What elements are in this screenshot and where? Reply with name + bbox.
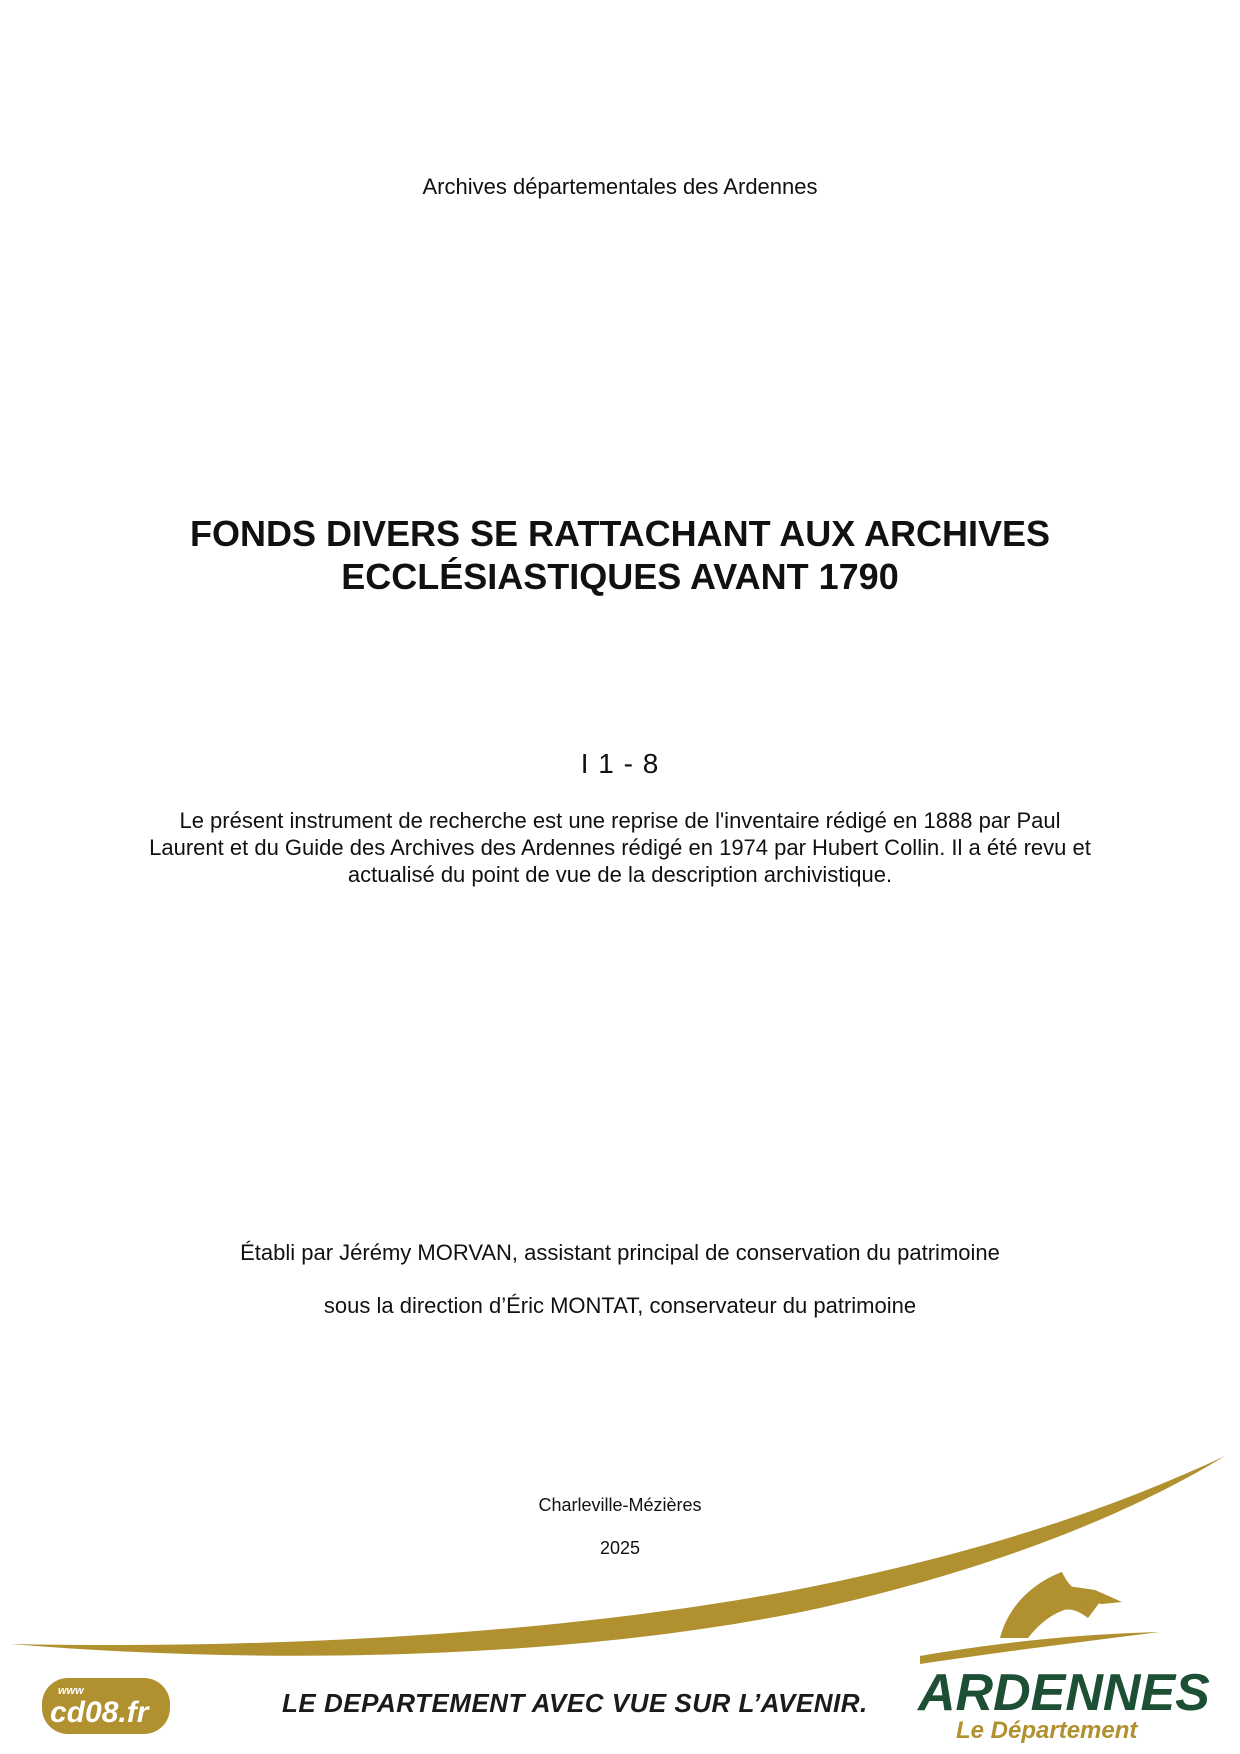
mountain-icon <box>1000 1572 1100 1638</box>
logo-swoosh-icon <box>920 1632 1160 1664</box>
publication-year: 2025 <box>599 1538 641 1558</box>
footer-slogan: LE DEPARTEMENT AVEC VUE SUR L’AVENIR. <box>282 1688 868 1718</box>
cd08-logo-text: cd08.fr <box>50 1696 149 1729</box>
description-paragraph: Le présent instrument de recherche est une reprise de l'inventaire rédigé en 1888 par Paul Laurent et du Guide des Archives des Ardennes rédigé en 1974 par Hubert Collin. Il a été revu et actualisé du point de vue de la description archivistique. <box>149 808 1091 887</box>
ardennes-logo-name: ARDENNES <box>918 1664 1210 1722</box>
institution-name: Archives départementales des Ardennes <box>422 174 818 199</box>
document-title <box>0 512 1240 598</box>
document-title-line-2: ECCLÉSIASTIQUES AVANT 1790 <box>341 556 899 597</box>
author-credit: Établi par Jérémy MORVAN, assistant principal de conservation du patrimoine <box>240 1240 1000 1265</box>
archive-reference: I 1 - 8 <box>580 748 660 779</box>
cd08-logo-prefix: www <box>58 1685 84 1697</box>
direction-credit: sous la direction d’Éric MONTAT, conservateur du patrimoine <box>323 1293 917 1318</box>
ardennes-logo-subtitle: Le Département <box>956 1717 1138 1744</box>
publication-place: Charleville-Mézières <box>538 1495 702 1515</box>
cd08-logo <box>40 1672 172 1738</box>
document-title-line-1: FONDS DIVERS SE RATTACHANT AUX ARCHIVES <box>189 513 1051 554</box>
ardennes-departement-logo <box>910 1560 1220 1750</box>
